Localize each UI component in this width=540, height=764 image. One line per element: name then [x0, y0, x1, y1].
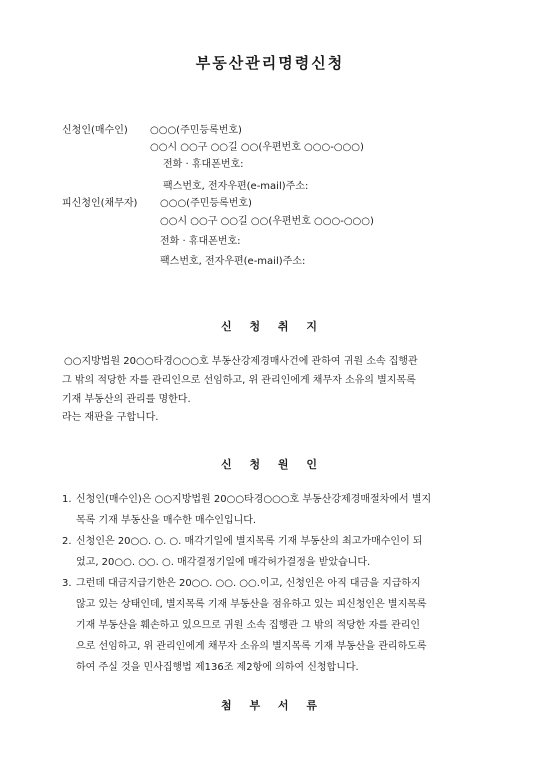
applicant-name: ○○○(주민등록번호)	[150, 125, 242, 136]
purpose-heading: 신 청 취 지	[221, 320, 319, 333]
purpose-line: 기재 부동산의 관리를 명한다.	[62, 394, 191, 405]
cause-heading: 신 청 원 인	[221, 458, 319, 471]
cause-item-line: 하여 주실 것을 민사집행법 제136조 제2항에 의하여 신청합니다.	[76, 662, 359, 673]
applicant-label: 신청인(매수인)	[62, 125, 128, 136]
applicant-address: ○○시 ○○구 ○○길 ○○(우편번호 ○○○-○○○)	[150, 142, 364, 153]
cause-item-line: 목록 기재 부동산을 매수한 매수인입니다.	[76, 515, 257, 526]
cause-item-number: 3.	[62, 578, 72, 589]
respondent-fax-email: 팩스번호, 전자우편(e-mail)주소:	[160, 256, 306, 267]
cause-item-line: 그런데 대금지급기한은 20○○. ○○. ○○.이고, 신청인은 아직 대금을 지급하지	[76, 578, 421, 589]
respondent-phone: 전화 · 휴대폰번호:	[160, 236, 241, 247]
applicant-fax-email: 팩스번호, 전자우편(e-mail)주소:	[163, 181, 309, 192]
cause-item-line: 기재 부동산을 훼손하고 있으므로 귀원 소속 집행관 그 밖의 적당한 자를 관리인	[76, 620, 421, 631]
cause-item-number: 2.	[62, 536, 72, 547]
respondent-address: ○○시 ○○구 ○○길 ○○(우편번호 ○○○-○○○)	[160, 216, 374, 227]
cause-item-line: 않고 있는 상태인데, 별지목록 기재 부동산을 점유하고 있는 피신청인은 별지목록	[76, 599, 427, 610]
attachments-heading: 첨 부 서 류	[221, 699, 319, 712]
document-title: 부동산관리명령신청	[195, 54, 345, 72]
cause-item-line: 으로 선임하고, 위 관리인에게 채무자 소유의 별지목록 기재 부동산을 관리하도록	[76, 641, 427, 652]
purpose-line: 라는 재판을 구합니다.	[62, 412, 159, 423]
respondent-label: 피신청인(채무자)	[62, 198, 138, 209]
cause-item-line: 신청인은 20○○. ○. ○. 매각기일에 별지목록 기재 부동산의 최고가매수인이 되	[76, 536, 423, 547]
cause-item-number: 1.	[62, 494, 72, 505]
purpose-line: 그 밖의 적당한 자를 관리인으로 선임하고, 위 관리인에게 채무자 소유의 별지목록	[62, 375, 416, 386]
cause-item-line: 었고, 20○○. ○○. ○. 매각결정기일에 매각허가결정을 받았습니다.	[76, 557, 371, 568]
applicant-phone: 전화 · 휴대폰번호:	[163, 159, 244, 170]
respondent-name: ○○○(주민등록번호)	[160, 198, 252, 209]
cause-item-line: 신청인(매수인)은 ○○지방법원 20○○타경○○○호 부동산강제경매절차에서 별지	[76, 494, 432, 505]
purpose-line: ○○지방법원 20○○타경○○○호 부동산강제경매사건에 관하여 귀원 소속 집행관	[64, 356, 418, 367]
